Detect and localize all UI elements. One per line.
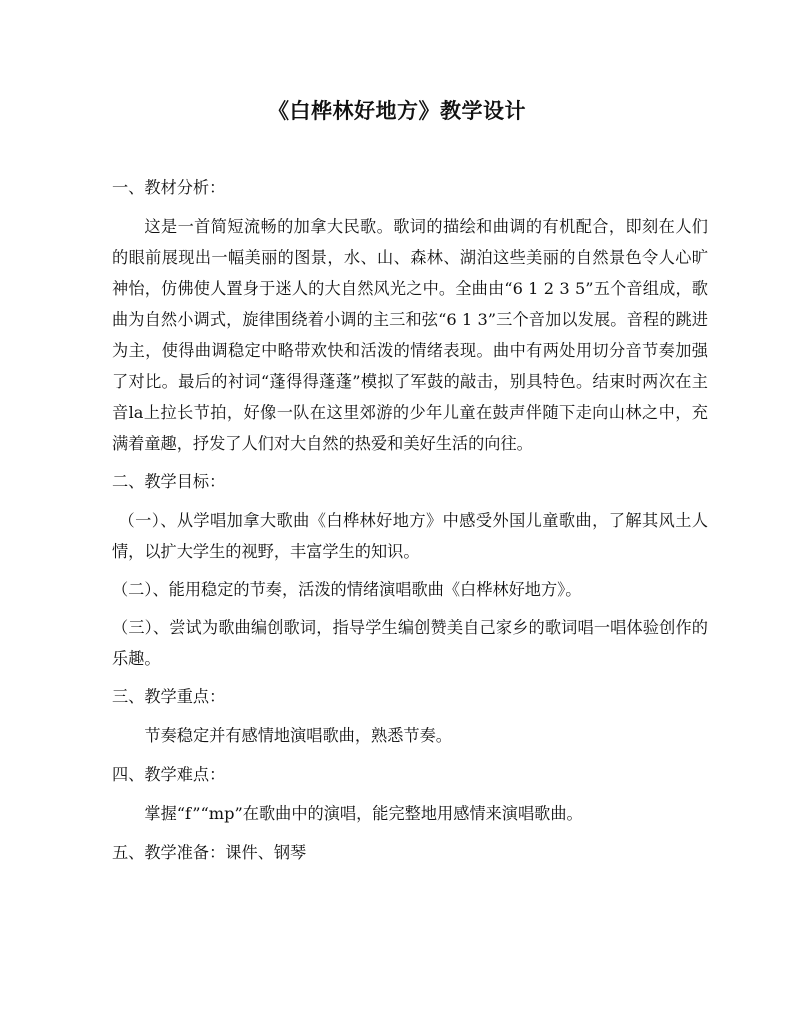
goal-item-3: （三）、尝试为歌曲编创歌词，指导学生编创赞美自己家乡的歌词唱一唱体验创作的乐趣。 — [112, 618, 708, 668]
analysis-paragraph: 这是一首简短流畅的加拿大民歌。歌词的描绘和曲调的有机配合，即刻在人们的眼前展现出一幅美丽的图景，水、山、森林、湖泊这些美丽的自然景色令人心旷神怡，仿佛使人置身于迷人的大自然风光之中。全曲由“6 1 2 3 5”五个音组成，歌曲为自然小调式，旋律围绕着小调的主三和弦“6 1 3”三个音加以发展。音程的跳进为主，使得曲调稳定中略带欢快和活泼的情绪表现。曲中有两处用切分音节奏加强了对比。最后的衬词“蓬得得蓬蓬”模拟了军鼓的敲击，别具特色。结束时两次在主音la上拉长节拍，好像一队在这里郊游的少年儿童在鼓声伴随下走向山林之中，充满着童趣，抒发了人们对大自然的热爱和美好生活的向往。 — [112, 217, 708, 453]
difficulties-text: 掌握“f”“mp”在歌曲中的演唱，能完整地用感情来演唱歌曲。 — [144, 804, 583, 823]
goal-item-1: （一）、从学唱加拿大歌曲《白桦林好地方》中感受外国儿童歌曲，了解其风土人情，以扩大学生的视野，丰富学生的知识。 — [112, 511, 708, 561]
document-title: 《白桦林好地方》教学设计 — [268, 99, 526, 123]
section-heading-analysis: 一、教材分析： — [112, 178, 226, 197]
section-heading-key-points: 三、教学重点： — [112, 687, 226, 706]
goal-item-2: （二）、能用稳定的节奏，活泼的情绪演唱歌曲《白桦林好地方》。 — [112, 580, 582, 599]
section-heading-preparation: 五、教学准备：课件、钢琴 — [112, 843, 307, 862]
section-heading-goals: 二、教学目标： — [112, 472, 226, 491]
document-body — [112, 172, 708, 876]
key-points-text: 节奏稳定并有感情地演唱歌曲，熟悉节奏。 — [144, 726, 452, 745]
section-heading-difficulties: 四、教学难点： — [112, 765, 226, 784]
